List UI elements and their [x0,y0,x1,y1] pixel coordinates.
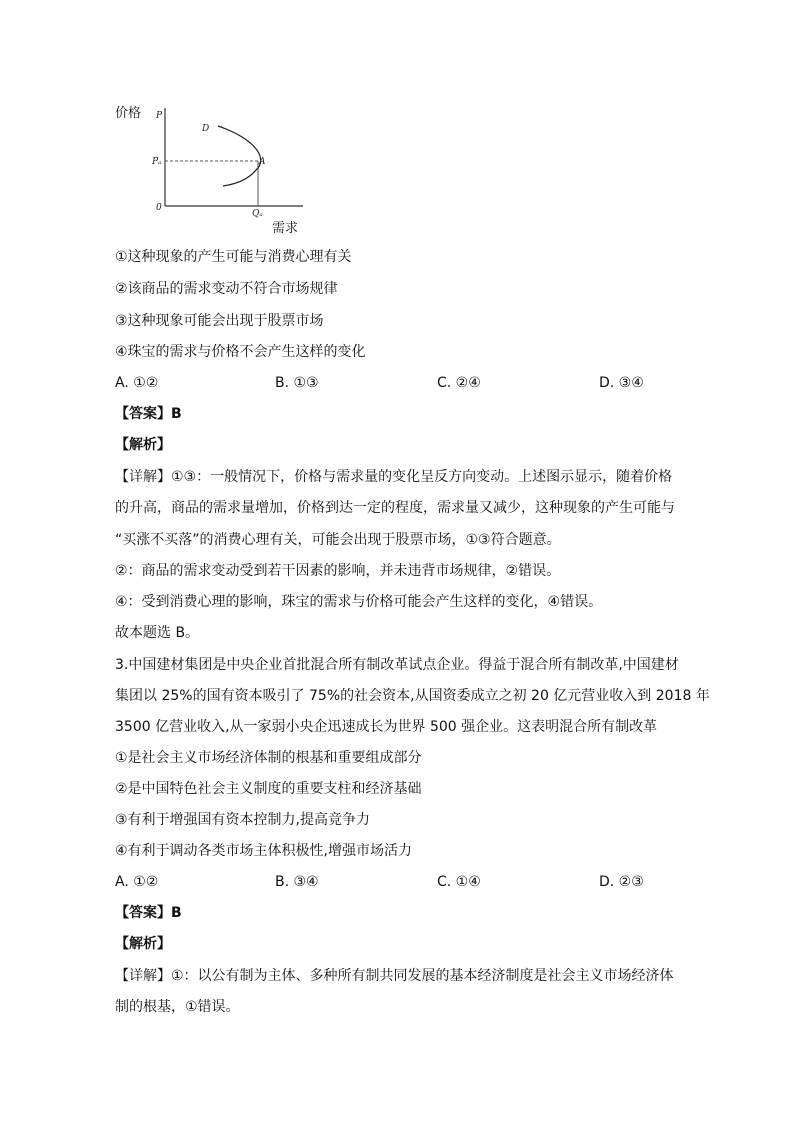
q2-item-2: ②该商品的需求变动不符合市场规律 [115,281,338,297]
q3-option-a: A. ①② [115,874,159,890]
q2-option-b: B. ①③ [275,375,319,391]
q3-stem-2: 集团以 25%的国有资本吸引了 75%的社会资本,从国资委成立之初 20 亿元营业收入到 2018 年 [115,688,710,704]
q3-item-4: ④有利于调动各类市场主体积极性,增强市场活力 [115,843,412,859]
a-label: A [259,157,266,167]
q2-detail-1: 【详解】①③：一般情况下，价格与需求量的变化呈反方向变动。上述图示显示，随着价格 [115,469,673,485]
x-axis-label: 需求 [272,221,299,236]
q3-item-3: ③有利于增强国有资本控制力,提高竞争力 [115,812,370,828]
q2-option-d: D. ③④ [599,375,644,391]
p-label: P [156,111,163,121]
q2-option-a: A. ①② [115,375,159,391]
q2-option-c: C. ②④ [437,375,481,391]
demand-curve [218,126,261,186]
q3-stem-3: 3500 亿营业收入,从一家弱小央企迅速成长为世界 500 强企业。这表明混合所有制改革 [115,719,658,735]
q3-option-c: C. ①④ [437,874,481,890]
q2-item-1: ①这种现象的产生可能与消费心理有关 [115,249,352,265]
y-axis-label: 价格 [115,106,142,121]
q2-analysis-heading: 【解析】 [115,437,171,453]
q2-detail-2: 的升高，商品的需求量增加，价格到达一定的程度，需求量又减少，这种现象的产生可能与 [115,500,675,516]
q3-detail-1: 【详解】①：以公有制为主体、多种所有制共同发展的基本经济制度是社会主义市场经济体 [115,968,674,984]
price-demand-figure [108,100,308,240]
q2-item-3: ③这种现象可能会出现于股票市场 [115,313,324,329]
qa-label: Qₐ [252,209,263,219]
q3-answer: 【答案】B [115,905,182,921]
q3-option-d: D. ②③ [599,874,644,890]
q3-stem-1: 3.中国建材集团是中央企业首批混合所有制改革试点企业。得益于混合所有制改革,中国建材 [115,657,679,673]
origin-label: 0 [156,203,162,213]
q2-item-4: ④珠宝的需求与价格不会产生这样的变化 [115,344,366,360]
q2-detail-5: ④：受到消费心理的影响，珠宝的需求与价格可能会产生这样的变化，④错误。 [115,594,603,610]
q2-detail-3: “买涨不买落”的消费心理有关，可能会出现于股票市场，①③符合题意。 [115,532,561,548]
q3-analysis-heading: 【解析】 [115,936,171,952]
q2-detail-4: ②：商品的需求变动受到若干因素的影响，并未违背市场规律，②错误。 [115,563,561,579]
pa-label: Pₐ [152,157,162,167]
q3-item-2: ②是中国特色社会主义制度的重要支柱和经济基础 [115,781,422,797]
q3-item-1: ①是社会主义市场经济体制的根基和重要组成部分 [115,750,422,766]
q3-option-b: B. ③④ [275,874,319,890]
q2-answer: 【答案】B [115,406,182,422]
q2-detail-6: 故本题选 B。 [115,625,200,641]
d-label: D [202,124,210,134]
q3-detail-2: 制的根基，①错误。 [115,999,240,1015]
